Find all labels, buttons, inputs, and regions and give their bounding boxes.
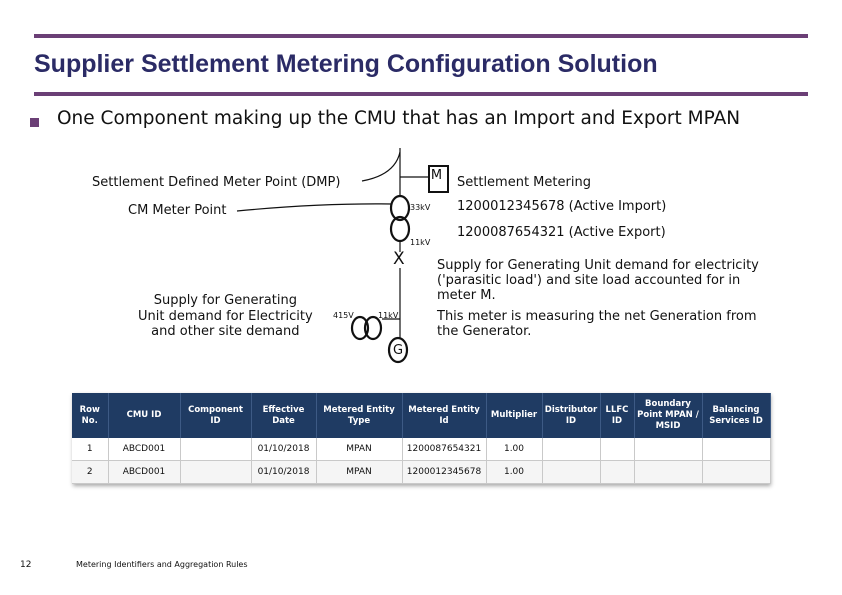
table-cell: 1.00: [486, 461, 542, 484]
table-cell: [180, 438, 251, 461]
table-cell: [634, 438, 702, 461]
table-cell: 1: [72, 438, 108, 461]
table-cell: ABCD001: [108, 438, 180, 461]
table-cell: 1200012345678: [402, 461, 486, 484]
meter-letter: M: [430, 168, 443, 183]
voltage-33kv-label: 33kV: [410, 203, 431, 212]
header-component-id: Component ID: [180, 393, 251, 438]
table-row: [72, 438, 770, 461]
voltage-415v-label: 415V: [333, 311, 354, 320]
table-cell: 01/10/2018: [251, 438, 316, 461]
parasitic-load-note: Supply for Generating Unit demand for electricity ('parasitic load') and site load accounted for in meter M.: [437, 258, 759, 303]
header-row-no: Row No.: [72, 393, 108, 438]
table-cell: [542, 461, 600, 484]
table-cell: [600, 461, 634, 484]
header-metered-entity-type: Metered Entity Type: [316, 393, 402, 438]
table-cell: 1200087654321: [402, 438, 486, 461]
table-cell: [634, 461, 702, 484]
table-cell: [702, 438, 770, 461]
page-number: 12: [20, 560, 32, 570]
header-metered-entity-id: Metered Entity Id: [402, 393, 486, 438]
mpan-import-label: 1200012345678 (Active Import): [457, 199, 667, 214]
table-cell: MPAN: [316, 438, 402, 461]
header-distributor-id: Distributor ID: [542, 393, 600, 438]
net-generation-note: This meter is measuring the net Generation from the Generator.: [437, 309, 757, 339]
table-cell: 01/10/2018: [251, 461, 316, 484]
generator-letter: G: [392, 343, 404, 358]
table-cell: [702, 461, 770, 484]
cmu-metering-table: [72, 393, 770, 484]
table-cell: [180, 461, 251, 484]
supply-line-2: Unit demand for Electricity: [138, 308, 313, 324]
slide-title: Supplier Settlement Metering Configuration Solution: [34, 50, 658, 78]
mpan-export-label: 1200087654321 (Active Export): [457, 225, 666, 240]
footer-text: Metering Identifiers and Aggregation Rules: [76, 560, 248, 569]
voltage-11kv-label: 11kV: [410, 238, 431, 247]
table-row: [72, 461, 770, 484]
table-cell: [542, 438, 600, 461]
table-header-row: [72, 393, 770, 438]
header-cmu-id: CMU ID: [108, 393, 180, 438]
supply-line-1: Supply for Generating: [153, 293, 297, 308]
table-cell: MPAN: [316, 461, 402, 484]
voltage-11kv-site-label: 11kV: [378, 311, 399, 320]
header-effective-date: Effective Date: [251, 393, 316, 438]
settlement-metering-label: Settlement Metering: [457, 175, 591, 190]
breaker-x-icon: X: [393, 249, 405, 269]
table-cell: [600, 438, 634, 461]
header-multiplier: Multiplier: [486, 393, 542, 438]
table-cell: ABCD001: [108, 461, 180, 484]
header-boundary-point: Boundary Point MPAN / MSID: [634, 393, 702, 438]
supply-line-3: and other site demand: [151, 324, 300, 339]
header-balancing-services-id: Balancing Services ID: [702, 393, 770, 438]
dmp-label: Settlement Defined Meter Point (DMP): [92, 175, 341, 190]
table-cell: 1.00: [486, 438, 542, 461]
table-cell: 2: [72, 461, 108, 484]
header-llfc-id: LLFC ID: [600, 393, 634, 438]
supply-demand-label: [138, 293, 313, 340]
cm-meter-point-label: CM Meter Point: [128, 203, 227, 218]
bullet-text: One Component making up the CMU that has an Import and Export MPAN: [57, 108, 741, 129]
